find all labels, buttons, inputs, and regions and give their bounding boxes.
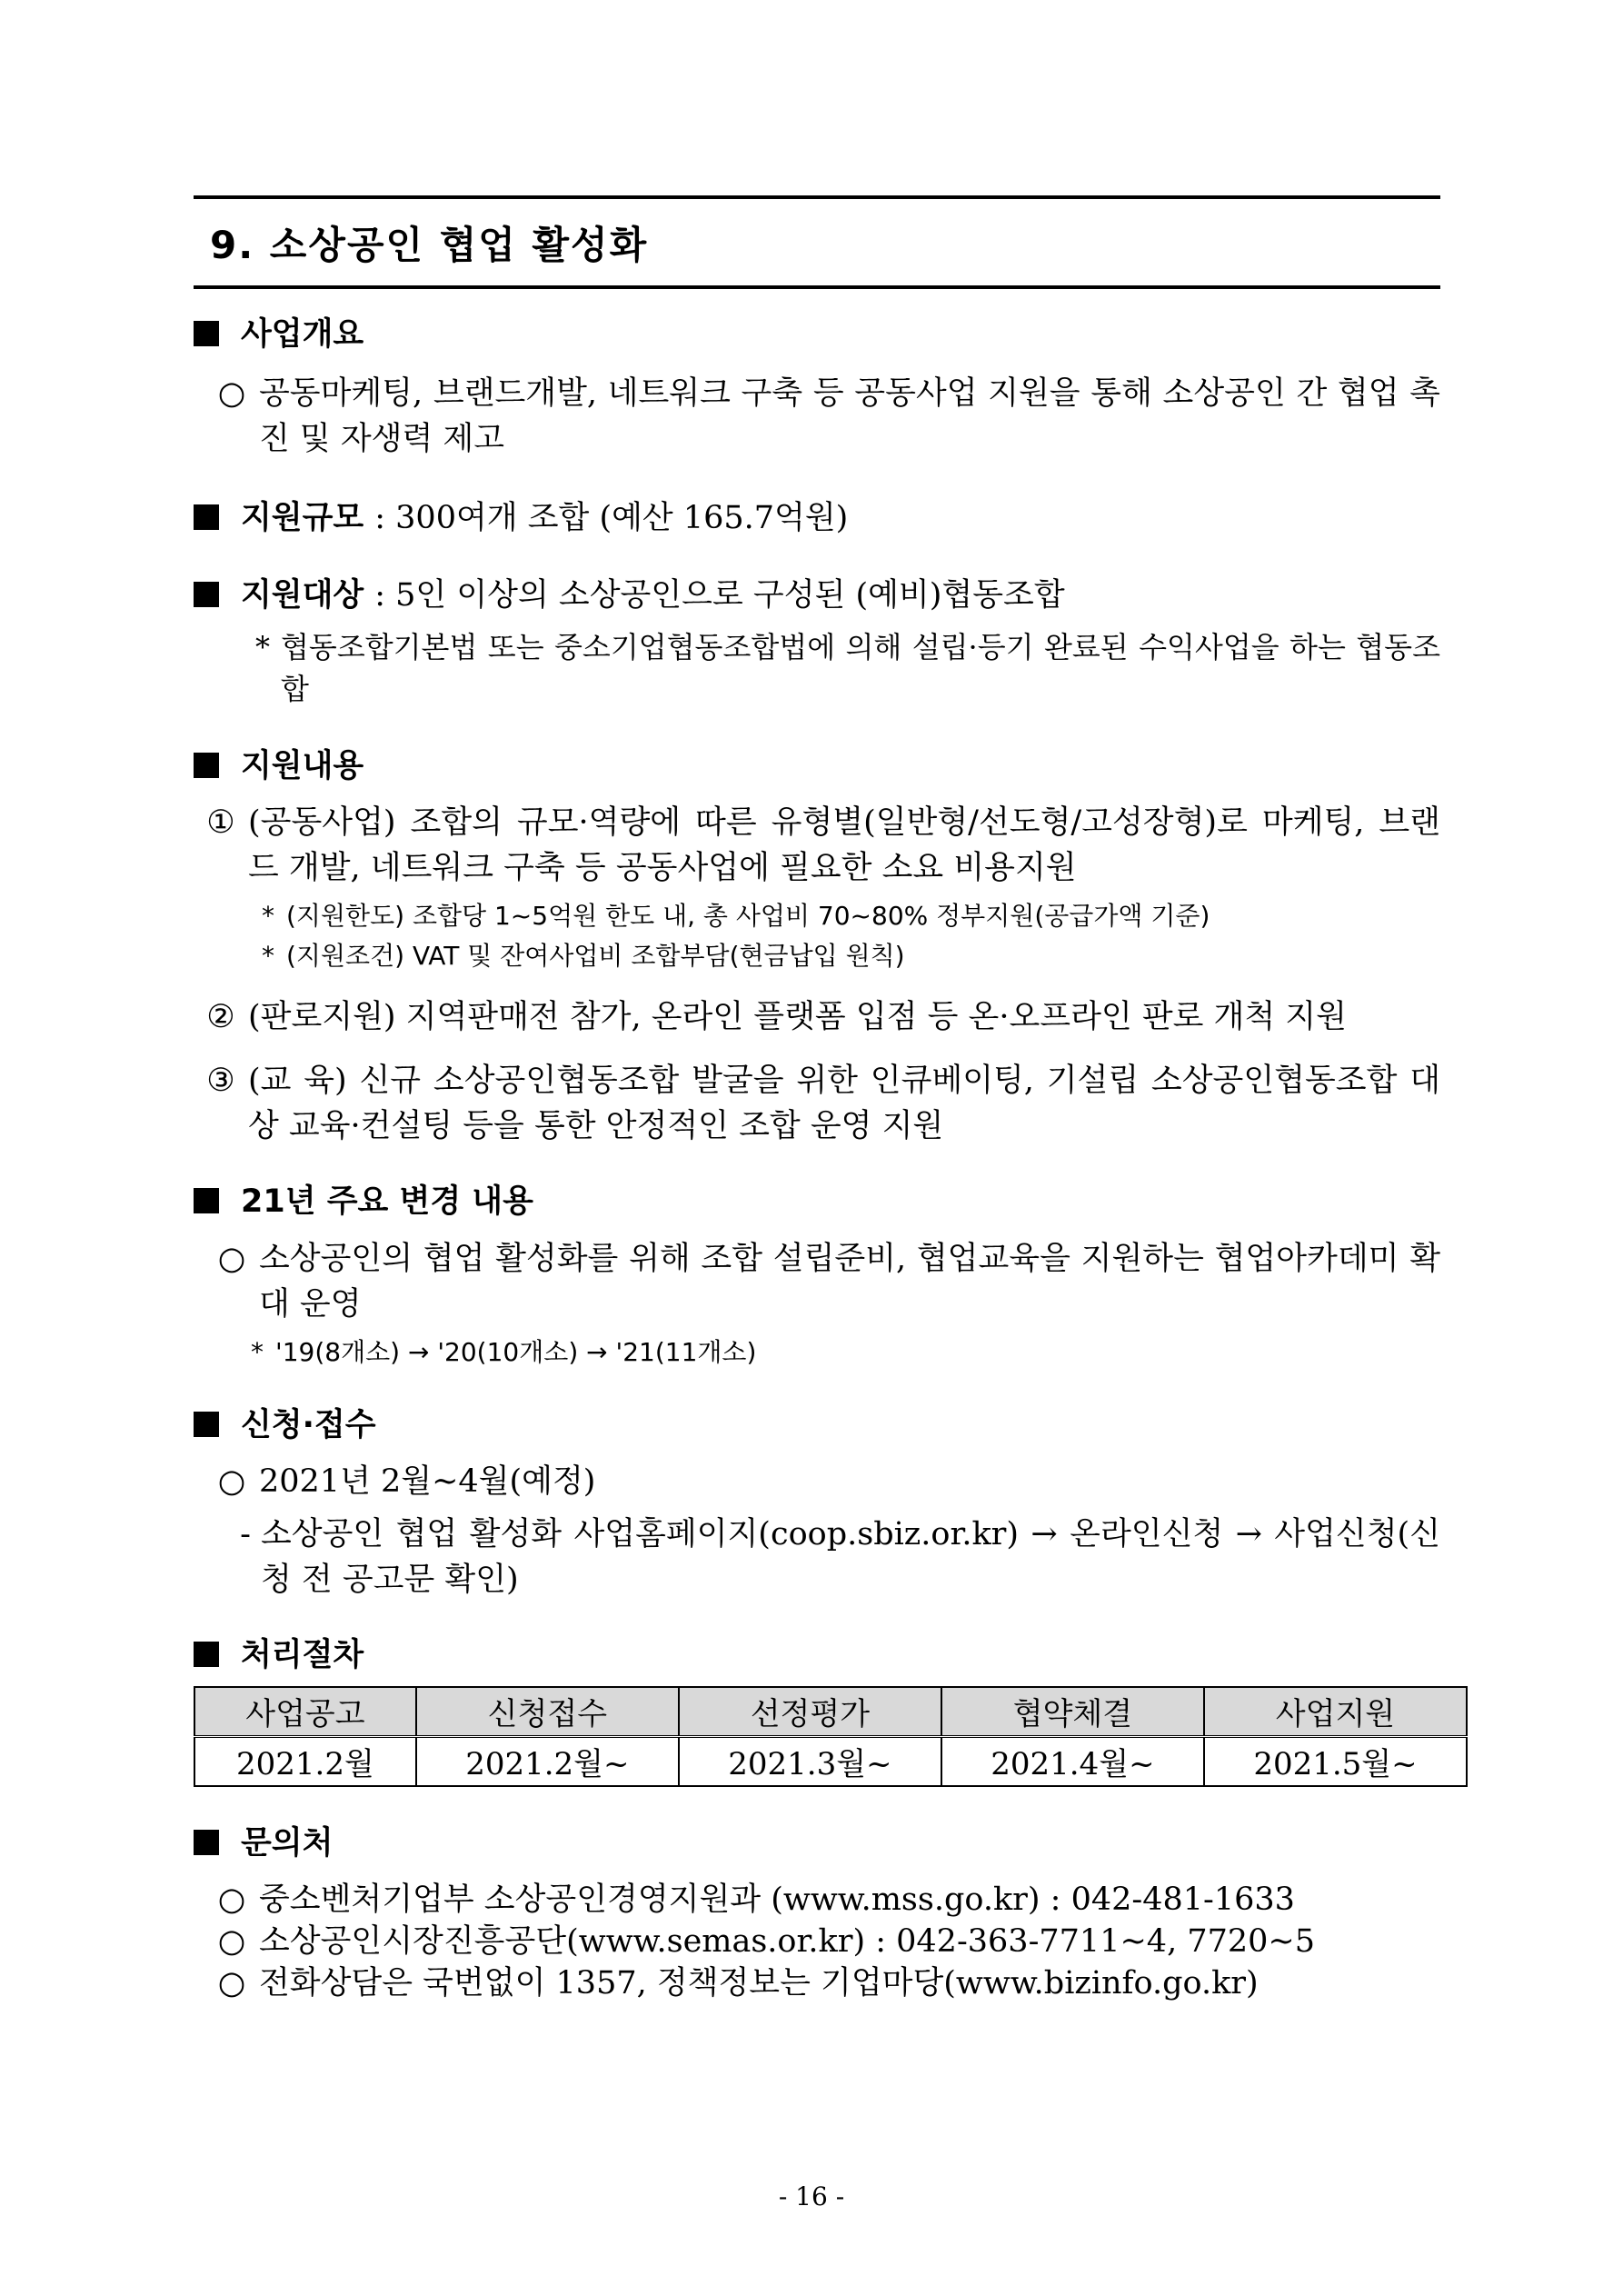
item-number: ③ — [206, 1063, 235, 1099]
apply-period: 2021년 2월~4월(예정) — [259, 1463, 596, 1500]
document-page — [194, 195, 1440, 2004]
process-dates-row — [194, 1736, 1467, 1786]
contact-text: 중소벤처기업부 소상공인경영지원과 (www.mss.go.kr) : 042-481-1633 — [259, 1882, 1295, 1918]
process-heading-row — [194, 1635, 1440, 1677]
process-heading: 처리절차 — [241, 1637, 364, 1673]
scale-text: : 300여개 조합 (예산 165.7억원) — [374, 499, 849, 536]
square-bullet-icon — [194, 321, 219, 346]
circle-bullet-icon: ○ — [217, 1882, 246, 1918]
content-item-2 — [194, 994, 1440, 1040]
target-row — [194, 575, 1440, 617]
apply-heading-row — [194, 1405, 1440, 1447]
contact-text: 소상공인시장진흥공단(www.semas.or.kr) : 042-363-7711~4, 7720~5 — [259, 1923, 1315, 1960]
square-bullet-icon — [194, 1188, 219, 1213]
scale-heading: 지원규모 — [241, 499, 364, 536]
overview-item — [194, 371, 1440, 462]
circle-bullet-icon: ○ — [217, 1923, 246, 1960]
process-date: 2021.2월~ — [416, 1736, 679, 1786]
target-text: : 5인 이상의 소상공인으로 구성된 (예비)협동조합 — [374, 577, 1065, 614]
contact-line — [194, 1879, 1440, 1921]
item-number: ① — [206, 804, 235, 841]
content-note-text: (지원조건) VAT 및 잔여사업비 조합부담(현금납입 원칙) — [286, 941, 905, 971]
page-title: 9. 소상공인 협업 활성화 — [210, 222, 649, 267]
content-note-1: * (지원한도) 조합당 1~5억원 한도 내, 총 사업비 70~80% 정부지원(공급가액 기준) — [194, 896, 1440, 936]
changes-note: * '19(8개소) → '20(10개소) → '21(11개소) — [194, 1333, 1440, 1373]
contact-heading: 문의처 — [241, 1824, 334, 1862]
process-date: 2021.3월~ — [679, 1736, 941, 1786]
section-title-box — [194, 195, 1440, 289]
process-date: 2021.5월~ — [1204, 1736, 1467, 1786]
contact-heading-row — [194, 1823, 1440, 1865]
target-note — [194, 626, 1440, 710]
content-heading: 지원내용 — [241, 747, 364, 784]
process-step: 선정평가 — [679, 1687, 941, 1737]
item-number: ② — [206, 999, 235, 1035]
process-step: 신청접수 — [416, 1687, 679, 1737]
process-date: 2021.2월 — [194, 1736, 416, 1786]
apply-heading: 신청·접수 — [241, 1406, 376, 1443]
content-heading-row — [194, 746, 1440, 788]
circle-bullet-icon: ○ — [217, 1965, 246, 2002]
dash-mark: - — [240, 1516, 251, 1552]
contact-line — [194, 1921, 1440, 1962]
content-item-text: (교 육) 신규 소상공인협동조합 발굴을 위한 인큐베이팅, 기설립 소상공인협동조합 대상 교육·컨설팅 등을 통한 안정적인 조합 운영 지원 — [248, 1063, 1440, 1144]
content-item-text: (판로지원) 지역판매전 참가, 온라인 플랫폼 입점 등 온·오프라인 판로 개척 지원 — [248, 999, 1347, 1035]
circle-bullet-icon: ○ — [217, 1240, 246, 1277]
overview-heading-row — [194, 314, 1440, 356]
circle-bullet-icon: ○ — [217, 1463, 246, 1500]
changes-text: 소상공인의 협업 활성화를 위해 조합 설립준비, 협업교육을 지원하는 협업아카데미 확대 운영 — [259, 1240, 1440, 1323]
apply-period-item — [194, 1459, 1440, 1504]
overview-text: 공동마케팅, 브랜드개발, 네트워크 구축 등 공동사업 지원을 통해 소상공인 간 협업 촉진 및 자생력 제고 — [259, 374, 1440, 457]
square-bullet-icon — [194, 1412, 219, 1437]
content-item-1 — [194, 800, 1440, 891]
contact-line — [194, 1962, 1440, 2004]
page-number: - 16 - — [778, 2181, 845, 2211]
target-note-text: 협동조합기본법 또는 중소기업협동조합법에 의해 설립·등기 완료된 수익사업을 하는 협동조합 — [281, 629, 1440, 706]
content-note-2: * (지원조건) VAT 및 잔여사업비 조합부담(현금납입 원칙) — [194, 936, 1440, 976]
process-steps-row — [194, 1687, 1467, 1737]
process-step: 사업지원 — [1204, 1687, 1467, 1737]
apply-method-item — [194, 1512, 1440, 1602]
changes-note-text: '19(8개소) → '20(10개소) → '21(11개소) — [275, 1336, 757, 1367]
changes-heading: 21년 주요 변경 내용 — [241, 1183, 533, 1220]
target-heading: 지원대상 — [241, 577, 364, 614]
changes-heading-row — [194, 1182, 1440, 1223]
overview-heading: 사업개요 — [241, 316, 364, 353]
content-item-3 — [194, 1058, 1440, 1149]
square-bullet-icon — [194, 1642, 219, 1667]
process-date: 2021.4월~ — [941, 1736, 1204, 1786]
asterisk-mark: * — [255, 629, 270, 664]
changes-item — [194, 1236, 1440, 1327]
square-bullet-icon — [194, 504, 219, 530]
apply-method: 소상공인 협업 활성화 사업홈페이지(coop.sbiz.or.kr) → 온라인신청 → 사업신청(신청 전 공고문 확인) — [261, 1516, 1440, 1598]
square-bullet-icon — [194, 753, 219, 778]
circle-bullet-icon: ○ — [217, 374, 246, 412]
content-note-text: (지원한도) 조합당 1~5억원 한도 내, 총 사업비 70~80% 정부지원(공급가액 기준) — [286, 901, 1210, 931]
scale-row — [194, 498, 1440, 540]
contact-text: 전화상담은 국번없이 1357, 정책정보는 기업마당(www.bizinfo.go.kr) — [259, 1965, 1259, 2002]
square-bullet-icon — [194, 582, 219, 607]
process-step: 협약체결 — [941, 1687, 1204, 1737]
square-bullet-icon — [194, 1830, 219, 1855]
content-item-text: (공동사업) 조합의 규모·역량에 따른 유형별(일반형/선도형/고성장형)로 마케팅, 브랜드 개발, 네트워크 구축 등 공동사업에 필요한 소요 비용지원 — [248, 804, 1440, 886]
process-table — [194, 1686, 1468, 1787]
process-step: 사업공고 — [194, 1687, 416, 1737]
